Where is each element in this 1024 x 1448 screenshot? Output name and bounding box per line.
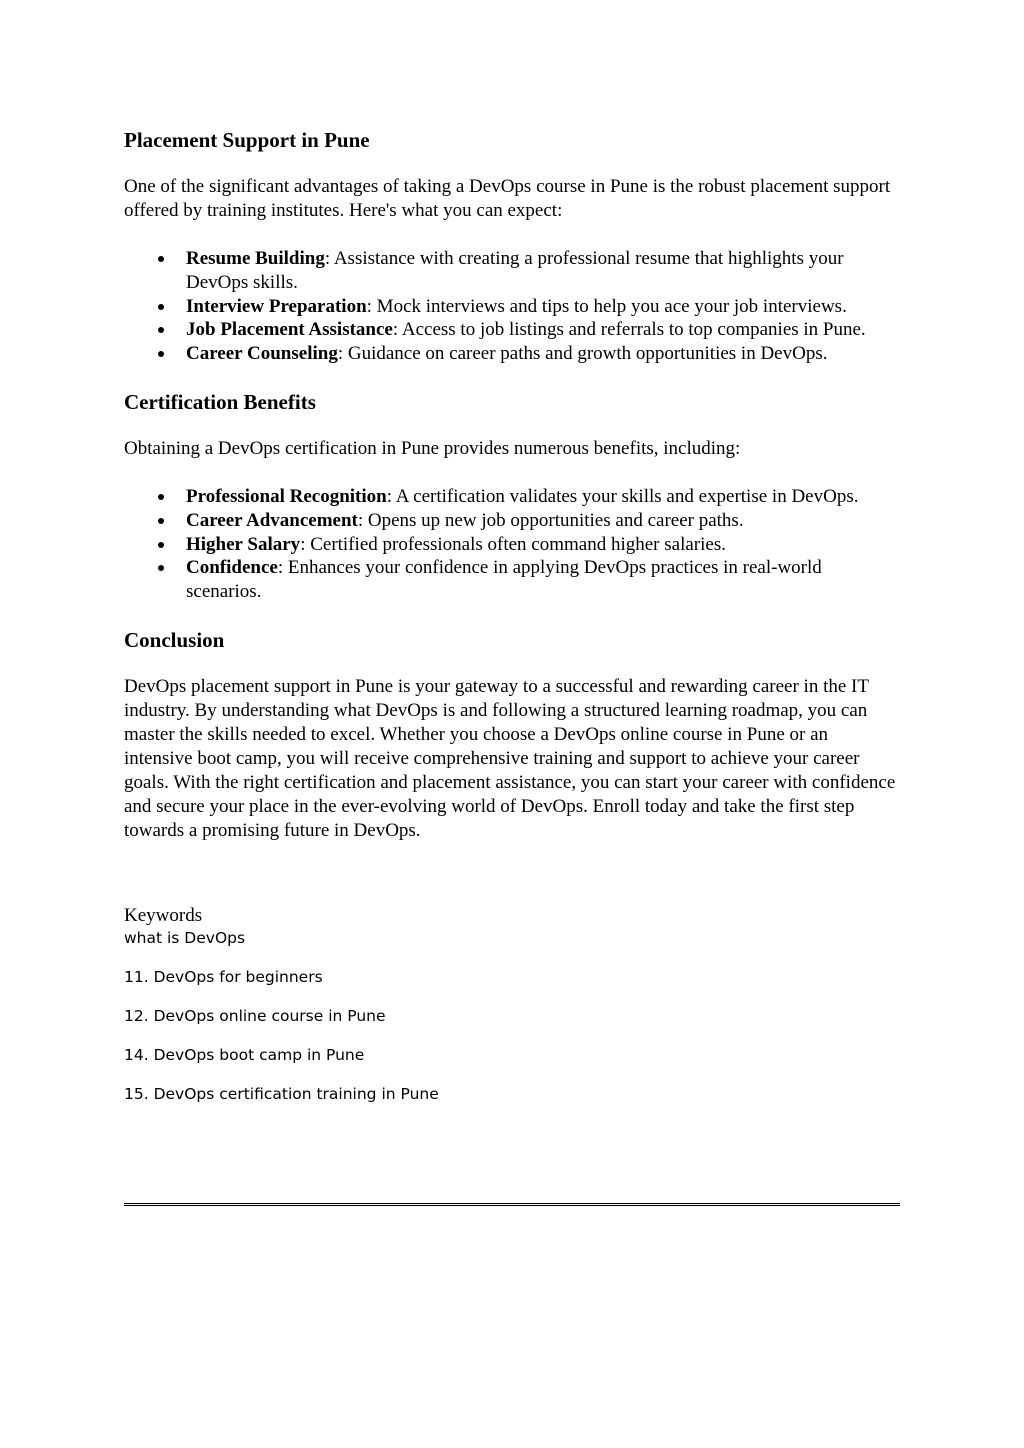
list-item-text: : Enhances your confidence in applying DevOps practices in real-world scenarios. bbox=[186, 557, 822, 603]
list-item-term: Professional Recognition bbox=[186, 485, 387, 507]
list-item-text: : Guidance on career paths and growth opportunities in DevOps. bbox=[337, 343, 828, 365]
list-item bbox=[186, 556, 900, 604]
placement-list bbox=[124, 247, 900, 366]
certification-list bbox=[124, 485, 900, 604]
section-heading-certification: Certification Benefits bbox=[124, 389, 316, 414]
list-item-text: : Certified professionals often command higher salaries. bbox=[300, 533, 726, 555]
list-item bbox=[186, 247, 900, 295]
list-item bbox=[186, 295, 900, 319]
list-item-term: Higher Salary bbox=[186, 533, 301, 555]
list-item bbox=[186, 485, 900, 509]
section-intro-certification: Obtaining a DevOps certification in Pune provides numerous benefits, including: bbox=[124, 437, 741, 459]
document-body bbox=[124, 118, 900, 1123]
list-item-term: Career Advancement bbox=[186, 509, 358, 531]
section-heading-placement: Placement Support in Pune bbox=[124, 128, 370, 152]
keyword-item: what is DevOps bbox=[124, 928, 246, 947]
list-item-text: : A certification validates your skills and expertise in DevOps. bbox=[386, 485, 859, 507]
list-item-text: : Assistance with creating a professional resume that highlights your DevOps skills. bbox=[186, 248, 844, 293]
list-item-term: Career Counseling bbox=[186, 343, 338, 365]
keyword-item: 12. DevOps online course in Pune bbox=[124, 1006, 386, 1025]
list-item-term: Job Placement Assistance bbox=[186, 319, 393, 341]
list-item bbox=[186, 318, 900, 342]
list-item-text: : Access to job listings and referrals to top companies in Pune. bbox=[392, 319, 866, 341]
conclusion-paragraph: DevOps placement support in Pune is your gateway to a successful and rewarding career in the IT industry. By understanding what DevOps is and following a structured learning roadmap, you can master the skills needed to excel. Whether you choose a DevOps online course in Pune or an intensive boot camp, you will receive comprehensive training and support to achieve your career goals. With the right certification and placement assistance, you can start your career with confidence and secure your place in the ever-evolving world of DevOps. Enroll today and take the first step towards a promising future in DevOps. bbox=[124, 675, 896, 841]
keyword-item: 11. DevOps for beginners bbox=[124, 967, 323, 986]
horizontal-rule bbox=[124, 1203, 900, 1206]
section-heading-conclusion: Conclusion bbox=[124, 627, 225, 652]
keyword-item: 14. DevOps boot camp in Pune bbox=[124, 1045, 365, 1064]
list-item-text: : Opens up new job opportunities and career paths. bbox=[357, 509, 744, 531]
list-item bbox=[186, 342, 900, 366]
list-item-term: Resume Building bbox=[186, 248, 325, 269]
list-item-term: Interview Preparation bbox=[186, 295, 367, 317]
spacer bbox=[124, 867, 900, 904]
keyword-item: 15. DevOps certification training in Pune bbox=[124, 1084, 439, 1103]
list-item bbox=[186, 509, 900, 533]
list-item-term: Confidence bbox=[186, 557, 278, 579]
list-item bbox=[186, 533, 900, 557]
keywords-title: Keywords bbox=[124, 904, 203, 926]
list-item-text: : Mock interviews and tips to help you ace your job interviews. bbox=[366, 295, 847, 317]
section-intro-placement: One of the significant advantages of taking a DevOps course in Pune is the robust placement support offered by training institutes. Here's what you can expect: bbox=[124, 176, 891, 221]
